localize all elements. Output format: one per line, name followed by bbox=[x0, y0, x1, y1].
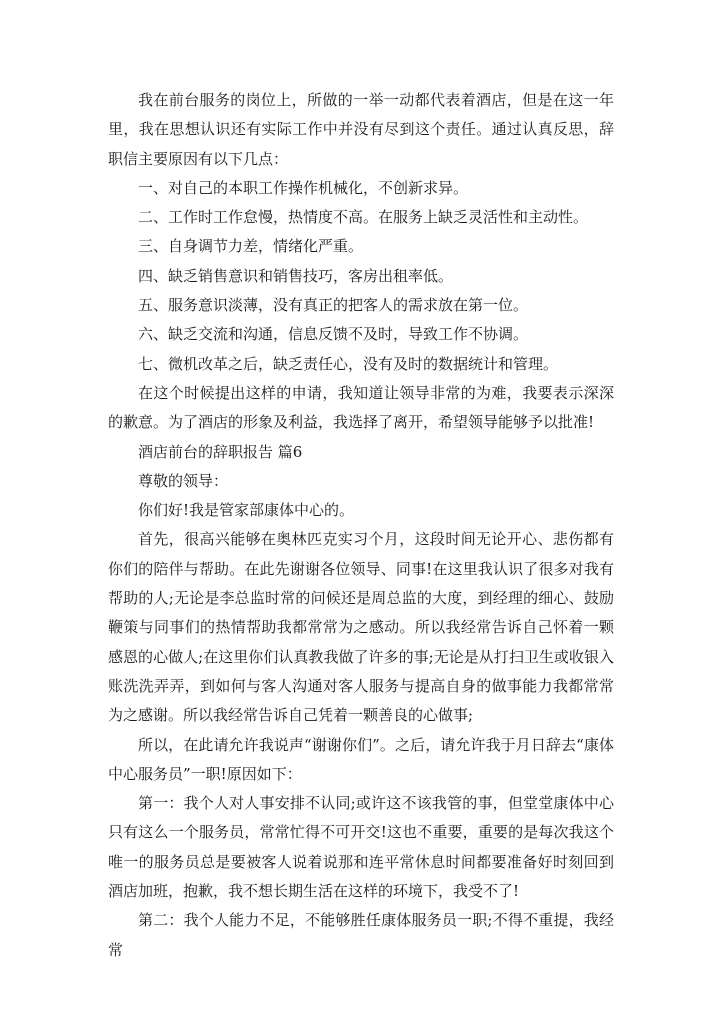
paragraph-point-3: 三、自身调节力差，情绪化严重。 bbox=[138, 237, 364, 256]
paragraph-point-7: 七、微机改革之后，缺乏责任心，没有及时的数据统计和管理。 bbox=[138, 354, 559, 373]
salutation: 尊敬的领导： bbox=[138, 471, 229, 490]
paragraph-point-5: 五、服务意识淡薄，没有真正的把客人的需求放在第一位。 bbox=[138, 296, 529, 315]
paragraph-point-1: 一、对自己的本职工作操作机械化，不创新求异。 bbox=[138, 178, 469, 197]
document-body bbox=[108, 86, 614, 965]
paragraph-resignation: 所以，在此请允许我说声“谢谢你们”。之后，请允许我于月日辞去“康体中心服务员”一职!原因如下： bbox=[108, 735, 614, 783]
paragraph-point-4: 四、缺乏销售意识和销售技巧，客房出租率低。 bbox=[138, 266, 454, 285]
paragraph-reason-1: 第一：我个人对人事安排不认同;或许这不该我管的事，但堂堂康体中心只有这么一个服务员，常常忙得不可开交!这也不重要，重要的是每次我这个唯一的服务员总是要被客人说着说那和连平常休息时间都要准备好时刻回到酒店加班，抱歉，我不想长期生活在这样的环境下，我受不了! bbox=[108, 794, 614, 901]
paragraph-reason-2: 第二：我个人能力不足，不能够胜任康体服务员一职;不得不重提，我经常 bbox=[108, 911, 614, 959]
paragraph-intro: 我在前台服务的岗位上，所做的一举一动都代表着酒店，但是在这一年里，我在思想认识还有实际工作中并没有尽到这个责任。通过认真反思，辞职信主要原因有以下几点： bbox=[108, 91, 614, 168]
section-heading: 酒店前台的辞职报告 篇6 bbox=[138, 442, 303, 461]
paragraph-point-6: 六、缺乏交流和沟通，信息反馈不及时，导致工作不协调。 bbox=[138, 325, 529, 344]
greeting: 你们好!我是管家部康体中心的。 bbox=[138, 501, 355, 520]
paragraph-thanks: 首先，很高兴能够在奥林匹克实习个月，这段时间无论开心、悲伤都有你们的陪伴与帮助。在此先谢谢各位领导、同事!在这里我认识了很多对我有帮助的人;无论是李总监时常的问候还是周总监的大度，到经理的细心、鼓励鞭策与同事们的热情帮助我都常常为之感动。所以我经常告诉自己怀着一颗感恩的心做人;在这里你们认真教我做了许多的事;无论是从打扫卫生或收银入账洗洗弄弄，到如何与客人沟通对客人服务与提高自身的做事能力我都常常为之感谢。所以我经常告诉自己凭着一颗善良的心做事; bbox=[108, 530, 614, 725]
paragraph-point-2: 二、工作时工作怠慢，热情度不高。在服务上缺乏灵活性和主动性。 bbox=[138, 208, 589, 227]
paragraph-apology: 在这个时候提出这样的申请，我知道让领导非常的为难，我要表示深深的歉意。为了酒店的形象及利益，我选择了离开，希望领导能够予以批准! bbox=[108, 383, 614, 432]
